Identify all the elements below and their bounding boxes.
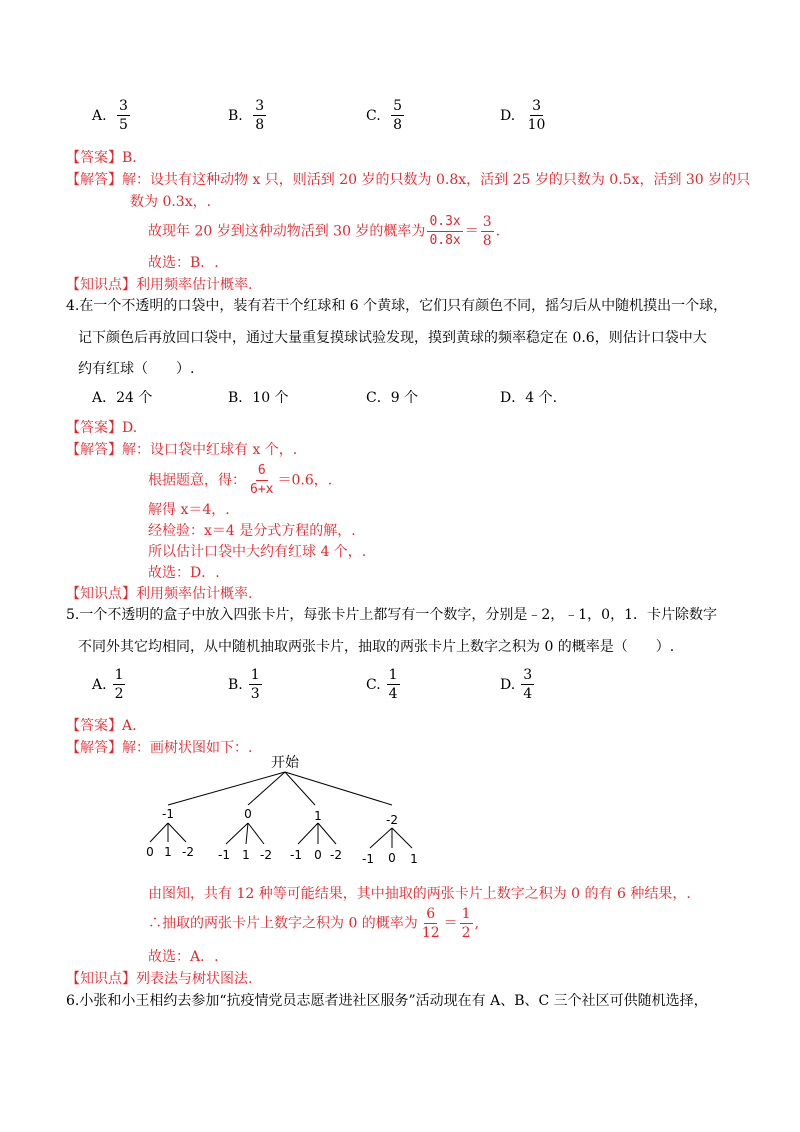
q3-answer: 【答案】B. xyxy=(66,150,137,166)
q5-option-a: A. $\frac{1}{2}$ xyxy=(92,667,124,702)
q5-option-b: B. $\frac{1}{3}$ xyxy=(228,667,260,702)
tree-leaf: 1 xyxy=(242,848,250,862)
q5-answer: 【答案】A. xyxy=(66,718,137,734)
fraction: $\frac{1}{4}$ xyxy=(388,667,398,702)
fraction: $\frac{1}{2}$ xyxy=(114,667,124,702)
q5-result: 由图知，共有 12 种等可能结果，其中抽取的两张卡片上数字之积为 0 的有 6 种结果，. xyxy=(148,886,691,902)
q4-answer: 【答案】D. xyxy=(66,420,138,436)
tree-root: 开始 xyxy=(271,755,299,771)
tree-leaf: -2 xyxy=(182,845,194,859)
q5-solution-line1: 【解答】解：画树状图如下：. xyxy=(66,740,253,756)
q3-solution-line2: 数为 0.3x，. xyxy=(130,194,212,210)
tree-leaf: -1 xyxy=(362,852,374,866)
fraction: $\frac{0.3x}{0.8x}$ xyxy=(429,214,461,248)
q4-check: 经检验：x＝4 是分式方程的解，. xyxy=(148,523,356,539)
fraction: $\frac{1}{3}$ xyxy=(250,667,260,702)
q4-solution-line1: 【解答】解：设口袋中红球有 x 个，. xyxy=(66,442,298,458)
tree-leaf: 1 xyxy=(410,852,418,866)
q4-option-c: C．9 个 xyxy=(366,390,419,406)
tree-branch-label: 1 xyxy=(314,809,322,823)
q4-equation: 根据题意，得： $\frac{6}{6+x}$ ＝0.6，. xyxy=(148,463,333,497)
q4-stem-line2: 记下颜色后再放回口袋中，通过大量重复摸球试验发现，摸到黄球的频率稳定在 0.6，则估计口袋中大 xyxy=(78,330,707,346)
q4-choose: 故选：D．. xyxy=(148,565,220,581)
q4-option-a: A．24 个 xyxy=(92,390,153,406)
q4-stem-line3: 约有红球（ ）. xyxy=(78,361,195,377)
q6-stem-line1: 6.小张和小王相约去参加“抗疫情党员志愿者进社区服务”活动现在有 A、B、C 三个社区可供随机选择， xyxy=(66,993,708,1009)
q5-knowledge: 【知识点】列表法与树状图法. xyxy=(66,971,253,987)
fraction: $\frac{3}{5}$ xyxy=(119,98,128,133)
fraction: $\frac{3}{10}$ xyxy=(527,98,546,133)
q4-option-b: B．10 个 xyxy=(228,390,289,406)
q4-knowledge: 【知识点】利用频率估计概率. xyxy=(66,586,253,602)
q5-stem-line1: 5.一个不透明的盒子中放入四张卡片，每张卡片上都写有一个数字，分别是﹣2，﹣1，0，1．卡片除数字 xyxy=(66,607,717,623)
q3-option-c: C. $\frac{5}{8}$ xyxy=(366,98,403,133)
q5-option-d: D. $\frac{3}{4}$ xyxy=(500,667,533,702)
q3-solution-line1: 【解答】解：设共有这种动物 x 只，则活到 20 岁的只数为 0.8x，活到 25 岁的只数为 0.5x，活到 30 岁的只 xyxy=(66,172,751,188)
q3-probability: 故现年 20 岁到这种动物活到 30 岁的概率为 $\frac{0.3x}{0.8x}$ ＝ $\frac{3}{8}$ . xyxy=(148,214,501,249)
tree-leaf: 0 xyxy=(146,845,154,859)
tree-diagram xyxy=(130,750,440,868)
fraction: $\frac{1}{2}$ xyxy=(461,906,471,941)
fraction: $\frac{3}{8}$ xyxy=(482,214,492,249)
fraction: $\frac{5}{8}$ xyxy=(393,98,403,133)
q3-option-d: D. $\frac{3}{10}$ xyxy=(500,98,546,133)
tree-edges xyxy=(150,772,412,848)
q3-knowledge: 【知识点】利用频率估计概率. xyxy=(66,277,253,293)
fraction: $\frac{3}{8}$ xyxy=(255,98,265,133)
q5-choose: 故选：A．. xyxy=(148,949,219,965)
q4-solve: 解得 x＝4，. xyxy=(148,502,230,518)
tree-leaf: 0 xyxy=(314,848,322,862)
q3-option-a: A. $\frac{3}{5}$ xyxy=(92,98,128,133)
q3-choose: 故选：B．. xyxy=(148,255,219,271)
q3-option-b: B. $\frac{3}{8}$ xyxy=(228,98,265,133)
tree-leaf: -1 xyxy=(218,848,230,862)
fraction: $\frac{6}{6+x}$ xyxy=(250,463,274,497)
q5-probability: ∴抽取的两张卡片上数字之积为 0 的概率为 $\frac{6}{12}$ ＝ $\frac{1}{2}$ , xyxy=(148,906,480,941)
q5-stem-line2: 不同外其它均相同，从中随机抽取两张卡片，抽取的两张卡片上数字之积为 0 的概率是（ ）. xyxy=(78,639,675,655)
tree-leaf: -1 xyxy=(290,848,302,862)
q4-stem-line1: 4.在一个不透明的口袋中，装有若干个红球和 6 个黄球，它们只有颜色不同，摇匀后从中随机摸出一个球， xyxy=(66,298,728,314)
tree-branch-label: 0 xyxy=(244,807,252,821)
q4-option-d: D．4 个. xyxy=(500,390,558,406)
tree-branch-label: -1 xyxy=(162,807,174,821)
q4-estimate: 所以估计口袋中大约有红球 4 个，. xyxy=(148,544,367,560)
fraction: $\frac{6}{12}$ xyxy=(421,906,440,941)
tree-leaf: 0 xyxy=(388,851,396,865)
tree-leaf: 1 xyxy=(164,845,172,859)
fraction: $\frac{3}{4}$ xyxy=(523,667,533,702)
tree-leaf: -2 xyxy=(260,848,272,862)
q5-option-c: C. $\frac{1}{4}$ xyxy=(366,667,398,702)
tree-branch-label: -2 xyxy=(386,813,398,827)
tree-leaf: -2 xyxy=(330,848,342,862)
